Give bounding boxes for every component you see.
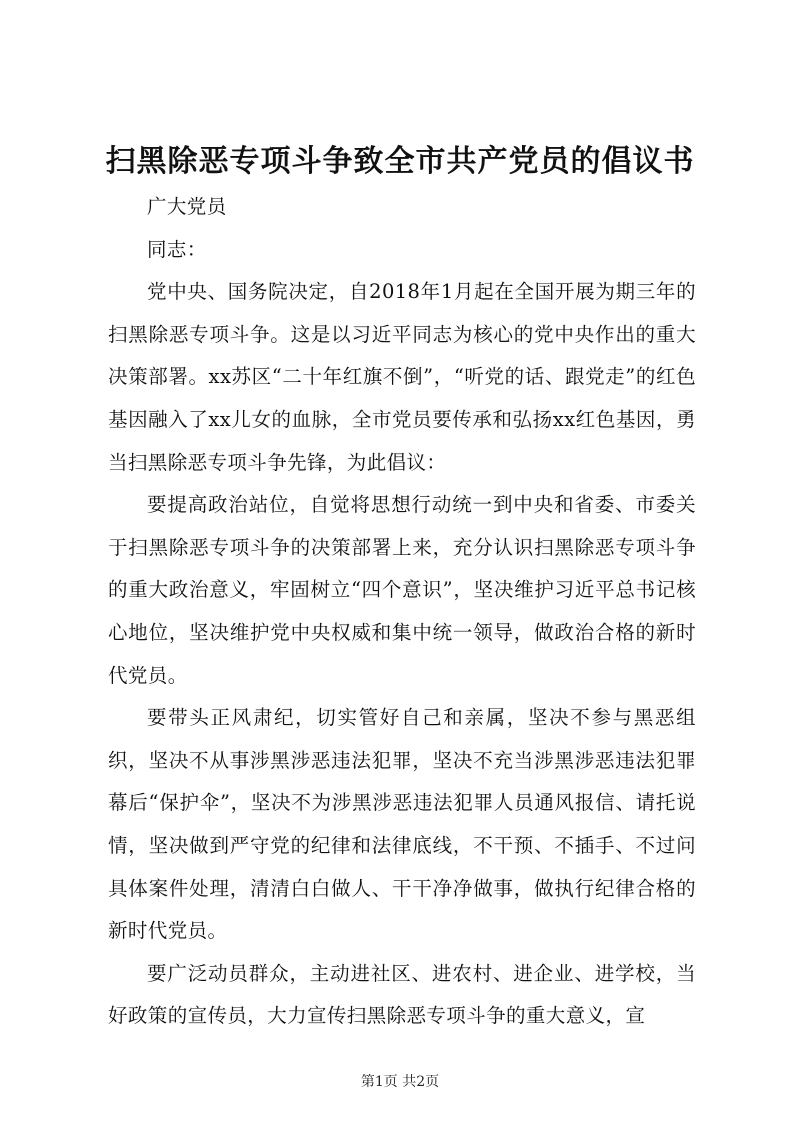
document-title: 扫黑除恶专项斗争致全市共产党员的倡议书 — [105, 144, 695, 179]
page-footer: 第1页 共2页 — [360, 1074, 440, 1090]
paragraph-discipline: 要带头正风肃纪，切实管好自己和亲属，坚决不参与黑恶组织，坚决不从事涉黑涉恶违法犯罪，坚决不充当涉黑涉恶违法犯罪幕后“保护伞”，坚决不为涉黑涉恶违法犯罪人员通风报信、请托说情，坚决做到严守党的纪律和法律底线，不干预、不插手、不过问具体案件处理，清清白白做人、干干净净做事，做执行纪律合格的新时代党员。 — [108, 706, 696, 943]
salutation-line-2: 同志： — [147, 237, 207, 261]
paragraph-political-stance: 要提高政治站位，自觉将思想行动统一到中央和省委、市委关于扫黑除恶专项斗争的决策部署上来，充分认识扫黑除恶专项斗争的重大政治意义，牢固树立“四个意识”，坚决维护习近平总书记核心地位，坚决维护党中央权威和集中统一领导，做政治合格的新时代党员。 — [108, 493, 696, 687]
paragraph-intro: 党中央、国务院决定，自2018年1月起在全国开展为期三年的扫黑除恶专项斗争。这是以习近平同志为核心的党中央作出的重大决策部署。xx苏区“二十年红旗不倒”，“听党的话、跟党走”的红色基因融入了xx儿女的血脉，全市党员要传承和弘扬xx红色基因，勇当扫黑除恶专项斗争先锋，为此倡议： — [108, 280, 696, 474]
document-body — [108, 186, 696, 1038]
paragraph-mobilize-masses: 要广泛动员群众，主动进社区、进农村、进企业、进学校，当好政策的宣传员，大力宣传扫黑除恶专项斗争的重大意义，宣 — [108, 961, 696, 1028]
salutation-line-1: 广大党员 — [147, 195, 227, 218]
